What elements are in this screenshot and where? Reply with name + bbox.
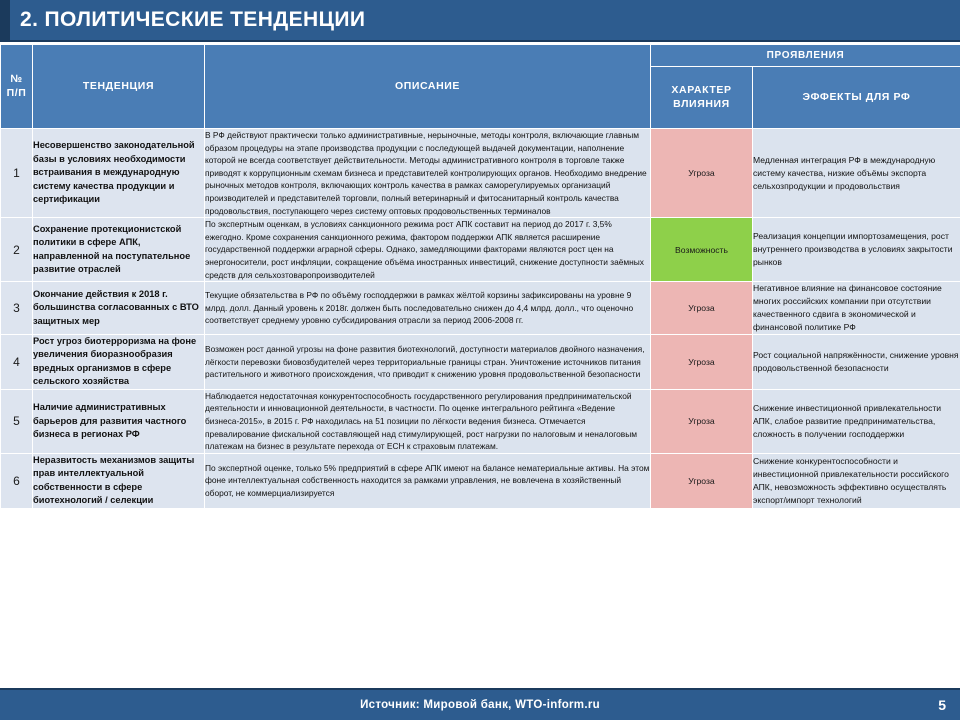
page-number: 5 [938,697,946,713]
header-description: ОПИСАНИЕ [205,45,651,129]
row-description: Текущие обязательства в РФ по объёму господдержки в рамках жёлтой корзины зафиксированы на уровне 9 млрд. долл. Данный уровень к 2018г. должен быть последовательно снижен до 4,4 млрд. долл., что оценочно соответствует среднему уровню субсидирования отрасли за период 2006-2008 гг. [205,282,651,335]
source-note: Источник: Мировой банк, WTO-inform.ru [360,699,600,711]
header-impact-character [651,67,753,129]
header-impact-line2: ВЛИЯНИЯ [673,97,730,110]
row-number: 2 [1,218,33,282]
header-number-line1: № [10,73,23,86]
page-title: 2. ПОЛИТИЧЕСКИЕ ТЕНДЕНЦИИ [20,8,366,31]
header-impact-line1: ХАРАКТЕР [671,84,732,97]
row-effects: Негативное влияние на финансовое состояние многих российских компании при отсутствии качественного сдвига в экономической и финансовой политике РФ [753,282,960,335]
row-number: 5 [1,389,33,453]
table-row [1,389,960,453]
row-impact-badge: Угроза [651,389,753,453]
table-row [1,334,960,389]
row-trend: Рост угроз биотерроризма на фоне увеличения биоразнообразия вредных организмов в сфере сельского хозяйства [33,334,205,389]
row-effects: Снижение конкурентоспособности и инвестиционной привлекательности российского АПК, невозможность эффективно осуществлять экспорт/импорт технологий [753,453,960,508]
row-description: Возможен рост данной угрозы на фоне развития биотехнологий, доступности материалов двойного назначения, лёгкости перевозки биовозбудителей через территориальные границы стран. Уничтожение источников питания растительного и животного происхождения, что приводит к снижению уровня продовольственной безопасности [205,334,651,389]
trends-table-wrap [0,44,960,684]
row-impact-badge: Угроза [651,129,753,218]
row-number: 4 [1,334,33,389]
table-header-row-group [1,45,960,67]
header-number-line2: П/П [6,86,27,99]
header-effects-rf: ЭФФЕКТЫ ДЛЯ РФ [753,67,960,129]
header-manifestations-group: ПРОЯВЛЕНИЯ [651,45,960,67]
header-number [1,45,33,129]
row-effects: Рост социальной напряжённости, снижение уровня продовольственной безопасности [753,334,960,389]
row-number: 3 [1,282,33,335]
row-description: По экспертным оценкам, в условиях санкционного режима рост АПК составит на период до 2017 г. 3,5% ежегодно. Кроме сохранения санкционного режима, фактором поддержки АПК является расширение государственной поддержки аграрной сферы. Однако, замедляющими факторами являются рост цен на энергоносители, рост инфляции, сокращение объёма иностранных инвестиций, снижение доступности заёмных средств для сельхозтоваропроизводителей [205,218,651,282]
row-number: 6 [1,453,33,508]
row-description: По экспертной оценке, только 5% предприятий в сфере АПК имеют на балансе нематериальные активы. На этом фоне интеллектуальная собственность находится за рамками управления, не вовлечена в хозяйственный оборот, не коммерциализируется [205,453,651,508]
row-impact-badge: Угроза [651,453,753,508]
political-trends-table [0,44,960,509]
row-description: Наблюдается недостаточная конкурентоспособность государственного регулирования предпринимательской деятельности и инновационной деятельности, в частности. По оценке интегрального рейтинга «Ведение бизнеса-2015», в 2015 г. РФ находилась на 51 позиции по лёгкости ведения бизнеса. Отмечается превалирование фискальной составляющей над стимулирующей, рост нагрузки по налоговым и неналоговым платежам на бизнес в результате перехода от ЕСН к страховым платежам. [205,389,651,453]
header-trend: ТЕНДЕНЦИЯ [33,45,205,129]
row-effects: Медленная интеграция РФ в международную систему качества, низкие объёмы экспорта сельхозпродукции и продовольствия [753,129,960,218]
row-trend: Неразвитость механизмов защиты прав интеллектуальной собственности в сфере биотехнологий / селекции [33,453,205,508]
slide-footer-bar [0,688,960,720]
row-trend: Окончание действия к 2018 г. большинства согласованных с ВТО защитных мер [33,282,205,335]
table-body [1,129,960,509]
row-trend: Несовершенство законодательной базы в условиях необходимости встраивания в международную систему качества продукции и сертификации [33,129,205,218]
row-effects: Снижение инвестиционной привлекательности АПК, слабое развитие предпринимательства, сложность в получении господдержки [753,389,960,453]
table-row [1,453,960,508]
row-effects: Реализация концепции импортозамещения, рост внутреннего производства в условиях закрытости рынков [753,218,960,282]
slide-title-bar [0,0,960,42]
row-trend: Наличие административных барьеров для развития частного бизнеса в регионах РФ [33,389,205,453]
table-row [1,129,960,218]
row-number: 1 [1,129,33,218]
table-row [1,282,960,335]
table-row [1,218,960,282]
row-impact-badge: Возможность [651,218,753,282]
row-impact-badge: Угроза [651,334,753,389]
row-impact-badge: Угроза [651,282,753,335]
row-trend: Сохранение протекционистской политики в сфере АПК, направленной на поступательное развитие отраслей [33,218,205,282]
table-head [1,45,960,129]
title-accent-bar [0,0,10,41]
row-description: В РФ действуют практически только административные, нерыночные, методы контроля, включающие главным образом процедуры на этапе производства продукции с последующей выдачей документации, наполнение которой не всегда соответствует действительности. Методы административного контроля в торговле также приводят к коррупционным схемам бизнеса и представителей контролирующих органов. Необходимо внедрение рыночных методов контроля, включающих контроль качества в рамках саморегулируемых организаций производителей и представителей торговли, полный ветеринарный и фитосанитарный контроль качества продовольствия, поступающего через систему оптовых продовольственных терминалов [205,129,651,218]
